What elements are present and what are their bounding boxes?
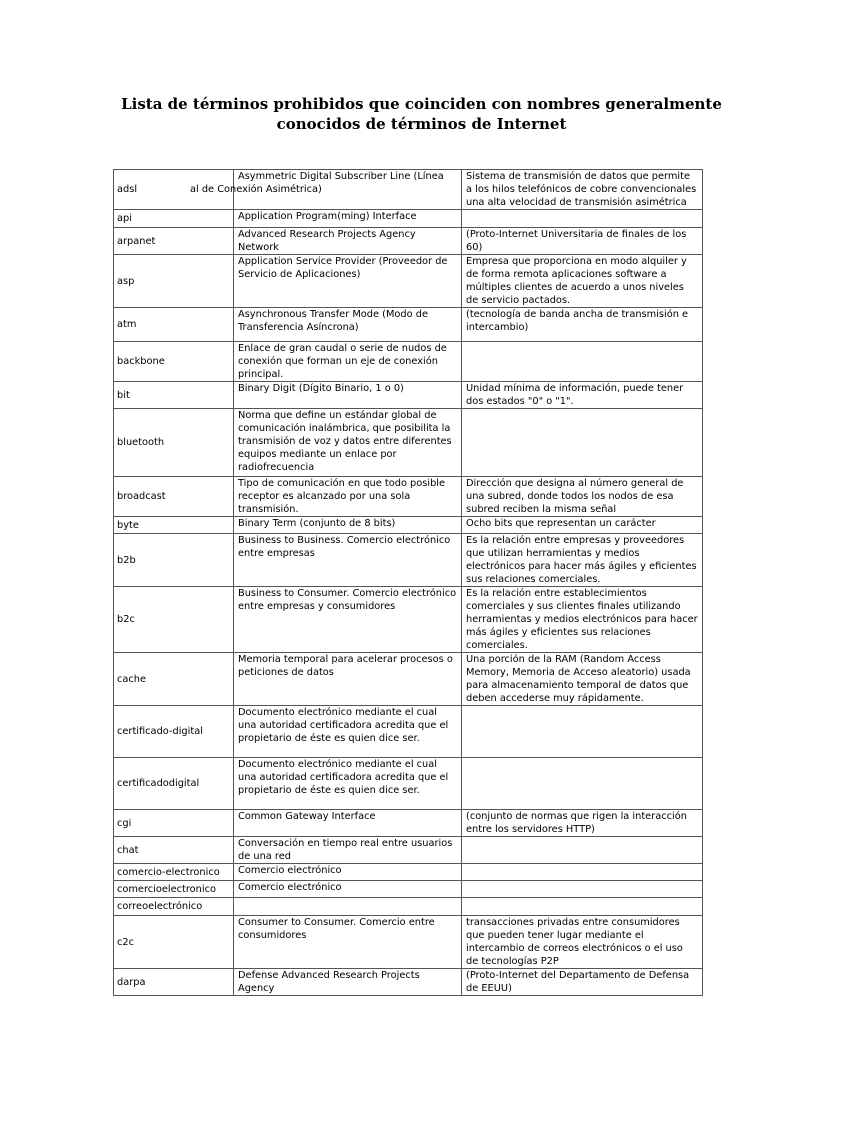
term-cell: api — [114, 210, 234, 228]
expansion-line: al de Conexión Asimétrica) — [190, 184, 322, 195]
title-line-2: conocidos de términos de Internet — [276, 115, 567, 133]
term-cell: atm — [114, 308, 234, 342]
description-cell: Dirección que designa al número general de una subred, donde todos los nodos de esa subred reciben la misma señal — [462, 477, 703, 517]
table-row — [114, 881, 703, 898]
term-cell: adsl — [114, 170, 234, 210]
description-cell — [462, 409, 703, 477]
term-cell: comercio-electronico — [114, 864, 234, 881]
expansion-cell: Advanced Research Projects Agency Network — [234, 228, 462, 255]
description-cell — [462, 864, 703, 881]
term-cell: asp — [114, 255, 234, 308]
table-row — [114, 228, 703, 255]
term-cell: certificado-digital — [114, 706, 234, 758]
table-row — [114, 758, 703, 810]
description-cell: Una porción de la RAM (Random Access Memory, Memoria de Acceso aleatorio) usada para almacenamiento temporal de datos que deben accederse muy rápidamente. — [462, 653, 703, 706]
description-cell — [462, 342, 703, 382]
description-cell: Ocho bits que representan un carácter — [462, 517, 703, 534]
term-cell: bluetooth — [114, 409, 234, 477]
expansion-cell — [190, 170, 462, 210]
title-line-1: Lista de términos prohibidos que coinciden con nombres generalmente — [121, 95, 722, 113]
description-cell — [462, 706, 703, 758]
document-title — [0, 94, 843, 134]
description-cell — [462, 881, 703, 898]
term-cell: backbone — [114, 342, 234, 382]
term-cell: byte — [114, 517, 234, 534]
description-cell: (conjunto de normas que rigen la interacción entre los servidores HTTP) — [462, 810, 703, 837]
term-cell: cache — [114, 653, 234, 706]
table-row — [114, 255, 703, 308]
description-cell — [462, 898, 703, 916]
description-cell: Es la relación entre empresas y proveedores que utilizan herramientas y medios electrónicos para hacer más ágiles y eficientes sus relaciones comerciales. — [462, 534, 703, 587]
table-row — [114, 170, 703, 210]
expansion-cell: Documento electrónico mediante el cual una autoridad certificadora acredita que el propietario de éste es quien dice ser. — [234, 706, 462, 758]
table-row — [114, 517, 703, 534]
table-row — [114, 342, 703, 382]
table-row — [114, 477, 703, 517]
term-cell: b2b — [114, 534, 234, 587]
expansion-cell: Business to Consumer. Comercio electrónico entre empresas y consumidores — [234, 587, 462, 653]
table-row — [114, 210, 703, 228]
description-cell: transacciones privadas entre consumidores que pueden tener lugar mediante el intercambio de correos electrónicos o el uso de tecnologías P2P — [462, 916, 703, 969]
term-cell: c2c — [114, 916, 234, 969]
table-row — [114, 916, 703, 969]
expansion-cell: Comercio electrónico — [234, 864, 462, 881]
table-row — [114, 706, 703, 758]
expansion-cell: Tipo de comunicación en que todo posible receptor es alcanzado por una sola transmisión. — [234, 477, 462, 517]
table-row — [114, 409, 703, 477]
description-cell: (tecnología de banda ancha de transmisión e intercambio) — [462, 308, 703, 342]
expansion-cell: Memoria temporal para acelerar procesos o peticiones de datos — [234, 653, 462, 706]
table-row — [114, 653, 703, 706]
expansion-cell: Binary Term (conjunto de 8 bits) — [234, 517, 462, 534]
table-row — [114, 837, 703, 864]
table-row — [114, 810, 703, 837]
expansion-cell: Application Service Provider (Proveedor de Servicio de Aplicaciones) — [234, 255, 462, 308]
term-cell: b2c — [114, 587, 234, 653]
description-cell — [462, 758, 703, 810]
expansion-cell: Comercio electrónico — [234, 881, 462, 898]
expansion-cell: Common Gateway Interface — [234, 810, 462, 837]
term-cell: bit — [114, 382, 234, 409]
table-row — [114, 382, 703, 409]
table-row — [114, 308, 703, 342]
expansion-cell: Defense Advanced Research Projects Agency — [234, 969, 462, 996]
expansion-cell: Norma que define un estándar global de comunicación inalámbrica, que posibilita la transmisión de voz y datos entre diferentes equipos mediante un enlace por radiofrecuencia — [234, 409, 462, 477]
table-row — [114, 864, 703, 881]
term-cell: broadcast — [114, 477, 234, 517]
expansion-cell: Documento electrónico mediante el cual una autoridad certificadora acredita que el propietario de éste es quien dice ser. — [234, 758, 462, 810]
description-cell: Sistema de transmisión de datos que permite a los hilos telefónicos de cobre convencionales una alta velocidad de transmisión asimétrica — [462, 170, 703, 210]
term-cell: certificadodigital — [114, 758, 234, 810]
expansion-cell: Consumer to Consumer. Comercio entre consumidores — [234, 916, 462, 969]
terms-table — [113, 169, 703, 996]
expansion-cell: Enlace de gran caudal o serie de nudos de conexión que forman un eje de conexión principal. — [234, 342, 462, 382]
description-cell: Empresa que proporciona en modo alquiler y de forma remota aplicaciones software a múltiples clientes de acuerdo a unos niveles de servicio pactados. — [462, 255, 703, 308]
expansion-cell: Binary Digit (Dígito Binario, 1 o 0) — [234, 382, 462, 409]
term-cell: darpa — [114, 969, 234, 996]
description-cell: (Proto-Internet del Departamento de Defensa de EEUU) — [462, 969, 703, 996]
table-row — [114, 969, 703, 996]
expansion-cell: Conversación en tiempo real entre usuarios de una red — [234, 837, 462, 864]
table-row — [114, 534, 703, 587]
term-cell: cgi — [114, 810, 234, 837]
expansion-cell: Business to Business. Comercio electrónico entre empresas — [234, 534, 462, 587]
description-cell: (Proto-Internet Universitaria de finales de los 60) — [462, 228, 703, 255]
expansion-cell: Asynchronous Transfer Mode (Modo de Transferencia Asíncrona) — [234, 308, 462, 342]
term-cell: correoelectrónico — [114, 898, 234, 916]
expansion-line: Asymmetric Digital Subscriber Line (Línea — [238, 171, 444, 182]
table-row — [114, 587, 703, 653]
expansion-cell: Application Program(ming) Interface — [234, 210, 462, 228]
description-cell — [462, 837, 703, 864]
description-cell — [462, 210, 703, 228]
term-cell: arpanet — [114, 228, 234, 255]
description-cell: Unidad mínima de información, puede tener dos estados "0" o "1". — [462, 382, 703, 409]
table-row — [114, 898, 703, 916]
expansion-cell — [234, 898, 462, 916]
term-cell: comercioelectronico — [114, 881, 234, 898]
description-cell: Es la relación entre establecimientos comerciales y sus clientes finales utilizando herramientas y medios electrónicos para hacer más ágiles y eficientes sus relaciones comerciales. — [462, 587, 703, 653]
term-cell: chat — [114, 837, 234, 864]
